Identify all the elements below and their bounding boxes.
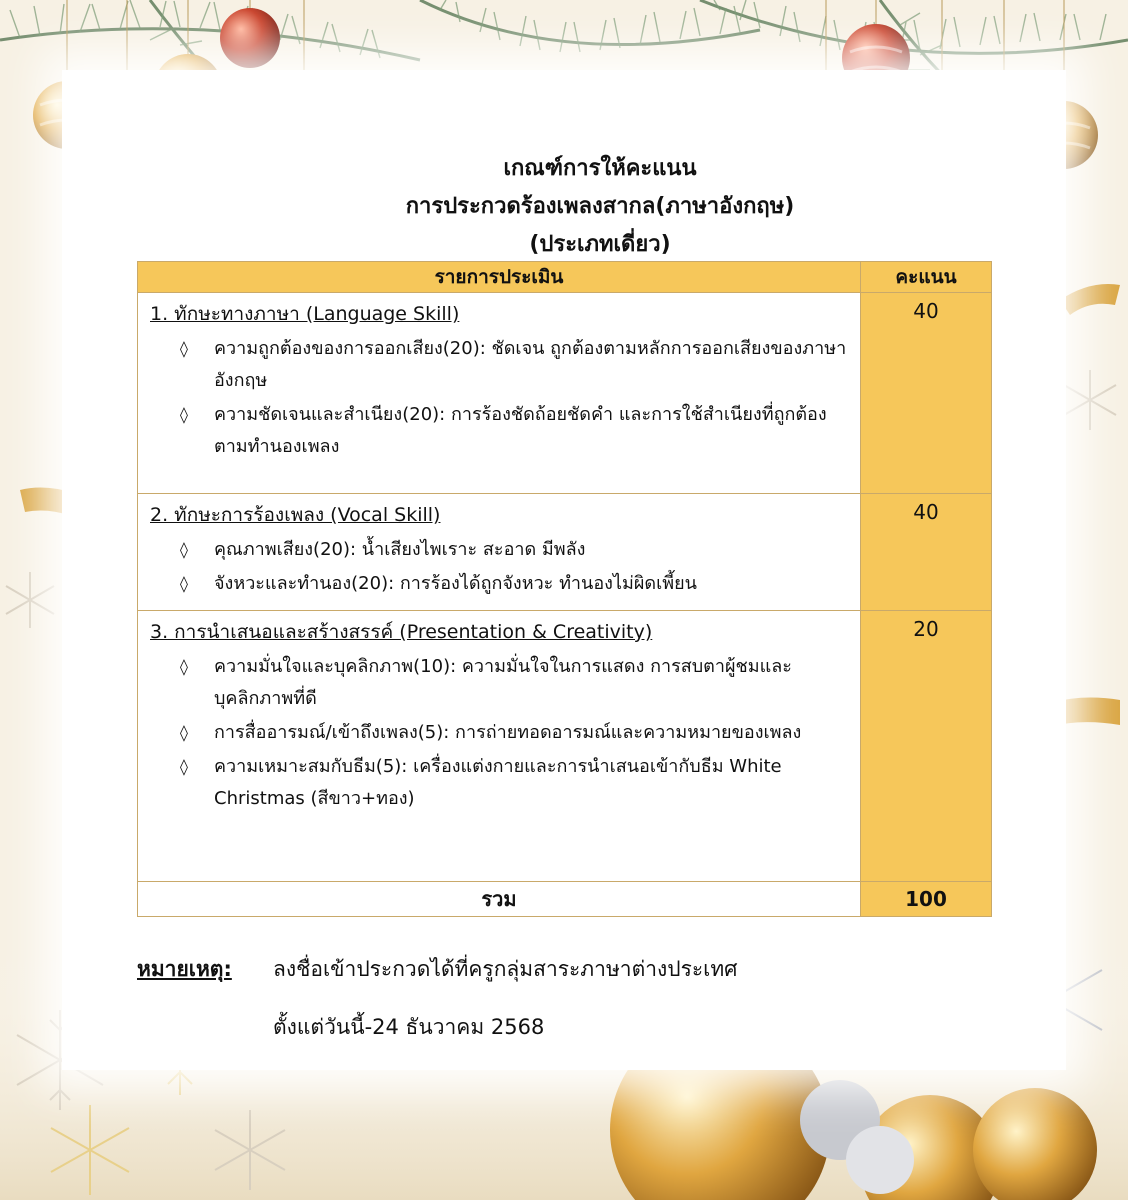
total-label: รวม — [138, 882, 861, 917]
column-header-item: รายการประเมิน — [138, 262, 861, 293]
criteria-text: จังหวะและทำนอง(20): การร้องได้ถูกจังหวะ ทำนองไม่ผิดเพี้ยน — [214, 573, 697, 594]
section-score: 40 — [861, 494, 992, 611]
note-line-2: ตั้งแต่วันนี้-24 ธันวาคม 2568 — [273, 1015, 545, 1039]
table-row — [138, 293, 992, 494]
title-line-2: การประกวดร้องเพลงสากล(ภาษาอังกฤษ) — [405, 194, 795, 219]
criteria-bullet — [150, 534, 850, 566]
section-title: 1. ทักษะทางภาษา (Language Skill) — [150, 303, 460, 325]
title-line-1: เกณฑ์การให้คะแนน — [503, 156, 697, 181]
diamond-bullet-icon: ◊ — [180, 657, 188, 676]
diamond-bullet-icon: ◊ — [180, 339, 188, 358]
diamond-bullet-icon: ◊ — [180, 405, 188, 424]
section-title: 3. การนำเสนอและสร้างสรรค์ (Presentation & Creativity) — [150, 621, 653, 643]
criteria-bullet — [150, 568, 850, 600]
diamond-bullet-icon: ◊ — [180, 757, 188, 776]
table-header-row — [138, 262, 992, 293]
criteria-bullet — [150, 751, 850, 815]
note-line-1: ลงชื่อเข้าประกวดได้ที่ครูกลุ่มสาระภาษาต่างประเทศ — [273, 957, 738, 981]
section-title: 2. ทักษะการร้องเพลง (Vocal Skill) — [150, 504, 441, 526]
criteria-bullet — [150, 651, 850, 715]
diamond-bullet-icon: ◊ — [180, 540, 188, 559]
criteria-text: ความชัดเจนและสำเนียง(20): การร้องชัดถ้อยชัดคำ และการใช้สำเนียงที่ถูกต้องตามทำนองเพลง — [214, 404, 827, 457]
title-line-3: (ประเภทเดี่ยว) — [529, 232, 671, 257]
criteria-bullet — [150, 333, 850, 397]
criteria-text: ความมั่นใจและบุคลิกภาพ(10): ความมั่นใจในการแสดง การสบตาผู้ชมและบุคลิกภาพที่ดี — [214, 656, 792, 709]
column-header-score: คะแนน — [861, 262, 992, 293]
table-row — [138, 611, 992, 882]
section-score: 40 — [861, 293, 992, 494]
criteria-text: การสื่ออารมณ์/เข้าถึงเพลง(5): การถ่ายทอดอารมณ์และความหมายของเพลง — [214, 722, 802, 743]
scoring-table — [137, 261, 992, 917]
total-score: 100 — [861, 882, 992, 917]
note-label: หมายเหตุ: — [137, 957, 232, 981]
criteria-text: คุณภาพเสียง(20): น้ำเสียงไพเราะ สะอาด มีพลัง — [214, 539, 586, 560]
criteria-cell — [138, 293, 861, 494]
diamond-bullet-icon: ◊ — [180, 723, 188, 742]
criteria-text: ความถูกต้องของการออกเสียง(20): ชัดเจน ถูกต้องตามหลักการออกเสียงของภาษาอังกฤษ — [214, 338, 847, 391]
criteria-cell — [138, 494, 861, 611]
criteria-cell — [138, 611, 861, 882]
diamond-bullet-icon: ◊ — [180, 574, 188, 593]
table-row — [138, 494, 992, 611]
criteria-bullet — [150, 399, 850, 463]
criteria-bullet — [150, 717, 850, 749]
note-section — [137, 940, 738, 1056]
section-score: 20 — [861, 611, 992, 882]
total-row — [138, 882, 992, 917]
criteria-text: ความเหมาะสมกับธีม(5): เครื่องแต่งกายและการนำเสนอเข้ากับธีม White Christmas (สีขาว+ทอง) — [214, 756, 782, 809]
page-title — [300, 150, 900, 264]
